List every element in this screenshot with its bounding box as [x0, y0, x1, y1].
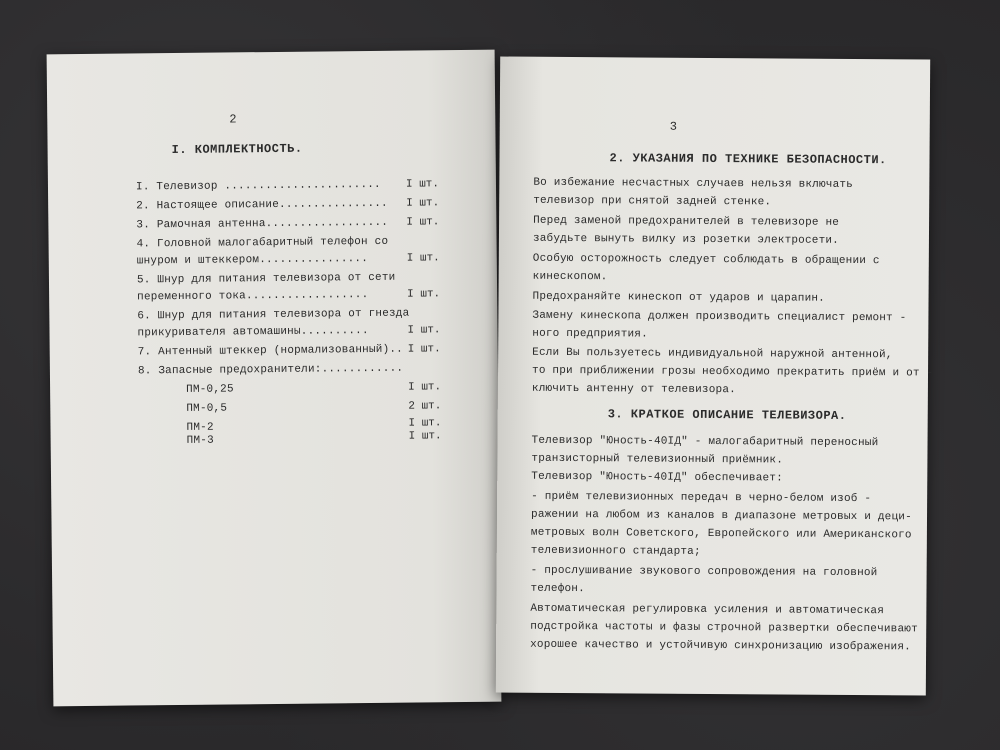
text-line: то при приближении грозы необходимо прекратить приём и от -: [531, 364, 934, 380]
right-page-number: 3: [669, 119, 677, 134]
section3-heading: 3. КРАТКОЕ ОПИСАНИЕ ТЕЛЕВИЗОРА.: [607, 407, 847, 423]
fuse-qty: 2 шт.: [408, 400, 442, 413]
list-item-qty: I шт.: [407, 343, 441, 356]
list-item-qty: I шт.: [406, 252, 440, 265]
list-item-qty: I шт.: [405, 178, 440, 191]
fuse-name: ПМ-2: [186, 421, 214, 434]
fuse-qty: I шт.: [408, 430, 442, 443]
fuse-qty: I шт.: [408, 381, 442, 394]
text-line: Особую осторожность следует соблюдать в обращении с: [532, 252, 880, 268]
text-line: телевизор при снятой задней стенке.: [533, 194, 772, 209]
list-item-qty: I шт.: [407, 324, 441, 337]
list-item-line: шнуром и штеккером................: [136, 253, 369, 268]
list-item-line: 3. Рамочная антенна..................: [136, 216, 389, 232]
left-page: [47, 50, 502, 707]
text-line: телефон.: [530, 582, 585, 596]
text-line: - приём телевизионных передач в черно-белом изоб -: [531, 490, 872, 506]
list-item-line: прикуривателя автомашины..........: [137, 325, 369, 340]
list-item-line: I. Телевизор .......................: [135, 178, 381, 194]
text-line: Если Вы пользуетесь индивидуальной наружной антенной,: [532, 346, 893, 362]
fuse-qty: I шт.: [408, 417, 442, 430]
text-line: хорошее качество и устойчивую синхронизацию изображения.: [530, 638, 912, 654]
left-page-number: 2: [229, 112, 237, 127]
fuse-name: ПМ-0,25: [186, 383, 234, 396]
list-item-line: 2. Настоящее описание................: [136, 197, 388, 213]
text-line: Телевизор "Юность-40IД" - малогабаритный переносный: [531, 434, 879, 450]
text-line: Перед заменой предохранителей в телевизоре не: [533, 214, 840, 229]
right-page: [496, 57, 934, 696]
list-item-line: переменного тока..................: [137, 289, 369, 304]
list-item-line: 7. Антенный штеккер (нормализованный)..: [137, 343, 404, 359]
section2-heading: 2. УКАЗАНИЯ ПО ТЕХНИКЕ БЕЗОПАСНОСТИ.: [609, 151, 887, 168]
text-line: ключить антенну от телевизора.: [531, 382, 736, 397]
text-line: транзисторный телевизионный приёмник.: [531, 452, 784, 467]
list-item-qty: I шт.: [406, 216, 440, 229]
text-line: ного предприятия.: [532, 327, 648, 341]
list-item-qty: I шт.: [406, 197, 440, 210]
text-line: - прослушивание звукового сопровождения на головной: [530, 564, 878, 580]
text-line: ражении на любом из каналов в диапазоне метровых и деци-: [530, 508, 912, 524]
text-line: забудьте вынуть вилку из розетки электросети.: [532, 232, 840, 247]
text-line: Телевизор "Юность-40IД" обеспечивает:: [531, 470, 783, 485]
fuse-name: ПМ-3: [186, 434, 214, 447]
list-item-line: 4. Головной малогабаритный телефон со: [136, 235, 389, 251]
text-line: телевизионного стандарта;: [530, 544, 701, 558]
list-item-line: 8. Запасные предохранители:............: [137, 362, 404, 378]
text-line: Замену кинескопа должен производить специалист ремонт -: [532, 309, 907, 325]
text-line: Предохраняйте кинескоп от ударов и царапин.: [532, 290, 826, 305]
list-item-line: 5. Шнур для питания телевизора от сети: [136, 271, 396, 287]
left-page-heading: I. КОМПЛЕКТНОСТЬ.: [171, 141, 303, 158]
text-line: Автоматическая регулировка усиления и автоматическая: [530, 602, 885, 618]
list-item-line: 6. Шнур для питания телевизора от гнезда: [137, 307, 410, 323]
fuse-name: ПМ-0,5: [186, 402, 228, 415]
text-line: Во избежание несчастных случаев нельзя включать: [533, 176, 854, 191]
text-line: метровых волн Советского, Европейского или Американского: [530, 526, 912, 542]
text-line: подстройка частоты и фазы строчной развертки обеспечивают: [530, 620, 918, 636]
text-line: кинескопом.: [532, 270, 608, 284]
list-item-qty: I шт.: [407, 288, 441, 301]
